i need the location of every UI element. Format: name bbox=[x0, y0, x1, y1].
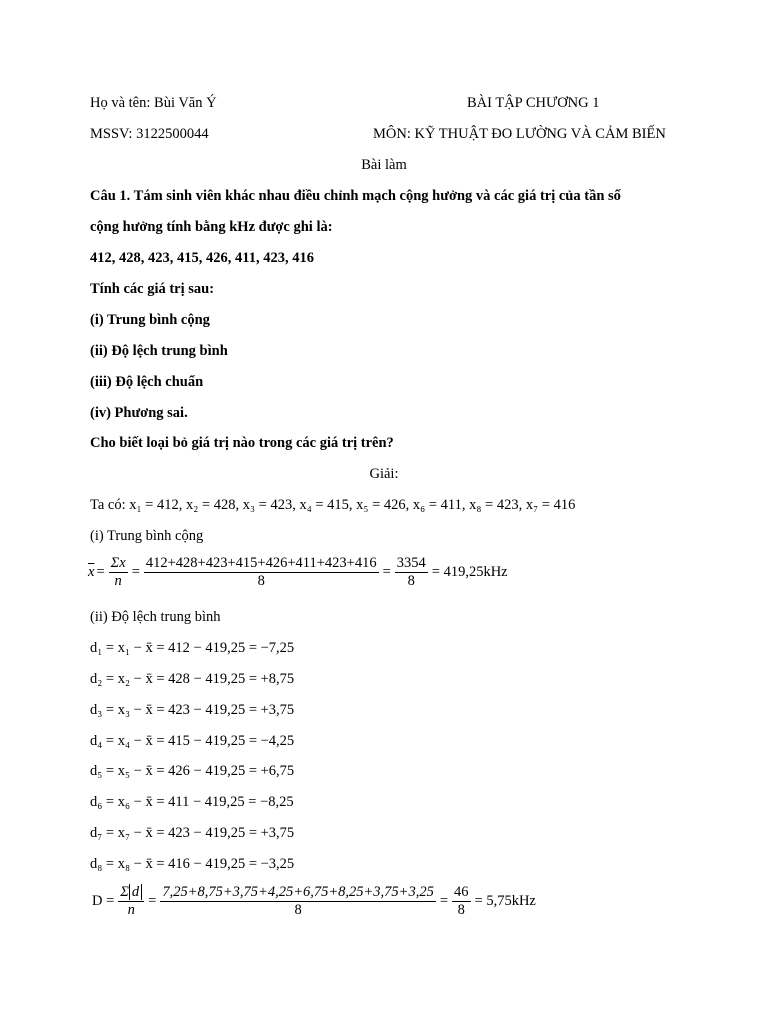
deviation-line: d₅ = x₅ − x̄ = 426 − 419,25 = +6,75 bbox=[90, 763, 295, 779]
question-line-1: Câu 1. Tám sinh viên khác nhau điều chỉnh mạch cộng hưởng và các giá trị của tần số bbox=[90, 188, 621, 204]
deviation-line: d₂ = x₂ − x̄ = 428 − 419,25 = +8,75 bbox=[90, 671, 295, 687]
average-deviation-result: = 5,75kHz bbox=[474, 893, 536, 909]
student-name: Họ và tên: Bùi Văn Ý bbox=[90, 95, 217, 111]
equals-sign: = bbox=[131, 564, 140, 580]
fraction-denominator: 8 bbox=[407, 573, 415, 589]
assignment-title: BÀI TẬP CHƯƠNG 1 bbox=[467, 95, 600, 111]
fraction-denominator: 8 bbox=[257, 573, 265, 589]
subject-title: MÔN: KỸ THUẬT ĐO LƯỜNG VÀ CẢM BIẾN bbox=[373, 126, 666, 142]
work-heading: Bài làm bbox=[361, 157, 407, 173]
given-values: Ta có: x₁ = 412, x₂ = 428, x₃ = 423, x₄ = 415, x₅ = 426, x₆ = 411, x₈ = 423, x₇ = 416 bbox=[90, 497, 576, 513]
question-item-i: (i) Trung bình cộng bbox=[90, 312, 210, 328]
avg-dev-fraction-sum bbox=[452, 884, 471, 919]
deviation-line: d₆ = x₆ − x̄ = 411 − 419,25 = −8,25 bbox=[90, 794, 294, 810]
fraction-denominator: n bbox=[127, 902, 135, 918]
fraction-numerator: 7,25+8,75+3,75+4,25+6,75+8,25+3,75+3,25 bbox=[162, 884, 434, 900]
deviation-line: d₁ = x₁ − x̄ = 412 − 419,25 = −7,25 bbox=[90, 640, 295, 656]
question-reject: Cho biết loại bỏ giá trị nào trong các giá trị trên? bbox=[90, 435, 394, 451]
question-values: 412, 428, 423, 415, 426, 411, 423, 416 bbox=[90, 250, 314, 266]
sigma-symbol: Σ bbox=[120, 884, 129, 900]
fraction-numerator: 412+428+423+415+426+411+423+416 bbox=[145, 555, 377, 571]
part-i-heading: (i) Trung bình cộng bbox=[90, 528, 204, 544]
equals-sign: = bbox=[382, 564, 391, 580]
question-line-2: cộng hưởng tính bằng kHz được ghi là: bbox=[90, 219, 333, 235]
deviation-line: d₃ = x₃ − x̄ = 423 − 419,25 = +3,75 bbox=[90, 702, 295, 718]
mean-fraction-sum bbox=[395, 555, 428, 590]
average-deviation-symbol: D = bbox=[92, 893, 115, 909]
student-id: MSSV: 3122500044 bbox=[90, 126, 209, 142]
question-item-ii: (ii) Độ lệch trung bình bbox=[90, 343, 228, 359]
fraction-denominator: 8 bbox=[457, 902, 465, 918]
solution-heading: Giải: bbox=[369, 466, 399, 482]
question-ask: Tính các giá trị sau: bbox=[90, 281, 215, 297]
fraction-denominator: n bbox=[114, 573, 122, 589]
equals-sign: = bbox=[96, 564, 105, 580]
fraction-numerator: 46 bbox=[454, 884, 469, 900]
fraction-numerator: Σx bbox=[110, 555, 126, 571]
absolute-deviation: d bbox=[129, 884, 142, 900]
part-ii-heading: (ii) Độ lệch trung bình bbox=[90, 609, 221, 625]
fraction-numerator bbox=[118, 884, 144, 902]
avg-dev-fraction-symbolic bbox=[118, 884, 144, 919]
avg-dev-fraction-values bbox=[160, 884, 436, 919]
mean-fraction-values bbox=[144, 555, 379, 590]
question-item-iii: (iii) Độ lệch chuẩn bbox=[90, 374, 204, 390]
equals-sign: = bbox=[439, 893, 449, 909]
deviation-line: d₈ = x₈ − x̄ = 416 − 419,25 = −3,25 bbox=[90, 856, 295, 872]
deviation-line: d₄ = x₄ − x̄ = 415 − 419,25 = −4,25 bbox=[90, 733, 295, 749]
fraction-denominator: 8 bbox=[294, 902, 302, 918]
deviation-line: d₇ = x₇ − x̄ = 423 − 419,25 = +3,75 bbox=[90, 825, 295, 841]
question-item-iv: (iv) Phương sai. bbox=[90, 405, 188, 421]
fraction-numerator: 3354 bbox=[396, 555, 426, 571]
average-deviation-formula bbox=[90, 884, 538, 919]
mean-symbol: $\overline{x}$ bbox=[88, 564, 95, 580]
mean-formula bbox=[88, 555, 510, 590]
mean-fraction-symbolic bbox=[109, 555, 128, 590]
mean-result: = 419,25kHz bbox=[431, 564, 508, 580]
equals-sign: = bbox=[148, 893, 157, 909]
